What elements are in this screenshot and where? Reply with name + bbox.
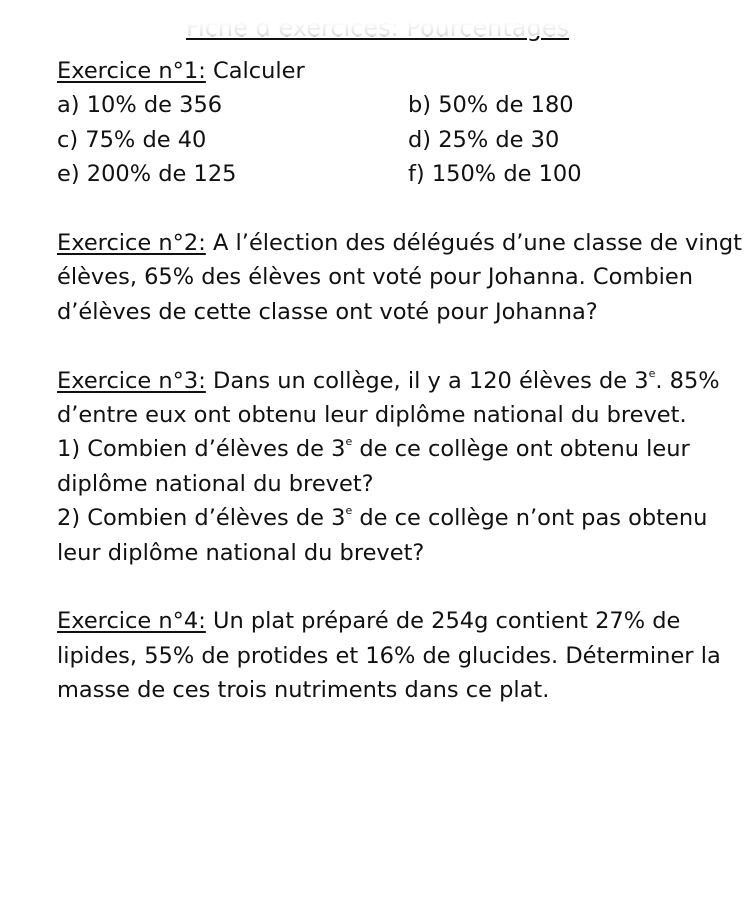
exercise-2-heading: Exercice n°2:: [57, 230, 206, 257]
spacer: [57, 192, 747, 226]
exercise-4-text: Un plat préparé de 254g contient 27% de lipides, 55% de protides et 16% de glucides. Déterminer la masse de ces trois nutriments dans ce plat.: [57, 608, 721, 704]
question-1-a: 1) Combien d’élèves de 3: [57, 436, 346, 463]
exercise-3-intro: [57, 364, 747, 433]
item-d: d) 25% de 30: [408, 126, 560, 153]
grade-superscript: e: [648, 366, 656, 380]
exercise-3-intro-b: . 85% d’entre eux ont obtenu leur diplôme national du brevet.: [57, 367, 720, 429]
exercise-1: [57, 54, 747, 192]
question-2-a: 2) Combien d’élèves de 3: [57, 505, 346, 532]
title-area: [0, 0, 755, 44]
exercise-3-heading: Exercice n°3:: [57, 367, 206, 394]
exercise-2: [57, 226, 747, 329]
question-1-b: de ce collège ont obtenu leur diplôme national du brevet?: [57, 436, 690, 497]
item-b: b) 50% de 180: [408, 92, 574, 119]
exercise-1-instruction: Calculer: [213, 58, 305, 84]
worksheet-body: [57, 54, 747, 708]
exercise-1-items: [57, 88, 747, 191]
exercise-4-paragraph: [57, 604, 747, 707]
item-c: c) 75% de 40: [57, 126, 207, 153]
item-e: e) 200% de 125: [57, 161, 237, 188]
exercise-3-intro-a: Dans un collège, il y a 120 élèves de 3: [213, 367, 649, 394]
exercise-4-heading: Exercice n°4:: [57, 608, 206, 635]
exercise-3: [57, 364, 747, 570]
exercise-1-header: [57, 54, 747, 88]
exercise-1-heading: Exercice n°1:: [57, 58, 206, 84]
item-a: a) 10% de 356: [57, 92, 223, 119]
exercise-3-question-1: [57, 432, 747, 501]
exercise-3-question-2: [57, 501, 747, 570]
title-overlay: [0, 0, 755, 36]
grade-superscript: e: [345, 504, 353, 518]
spacer: [57, 329, 747, 363]
item-f: f) 150% de 100: [408, 161, 582, 188]
exercise-4: [57, 604, 747, 707]
exercise-2-text: A l’élection des délégués d’une classe de vingt élèves, 65% des élèves ont voté pour Johanna. Combien d’élèves de cette classe ont voté pour Johanna?: [57, 230, 742, 325]
question-2-b: de ce collège n’ont pas obtenu leur diplôme national du brevet?: [57, 505, 708, 566]
grade-superscript: e: [345, 435, 353, 449]
spacer: [57, 570, 747, 604]
exercise-2-paragraph: [57, 226, 747, 329]
